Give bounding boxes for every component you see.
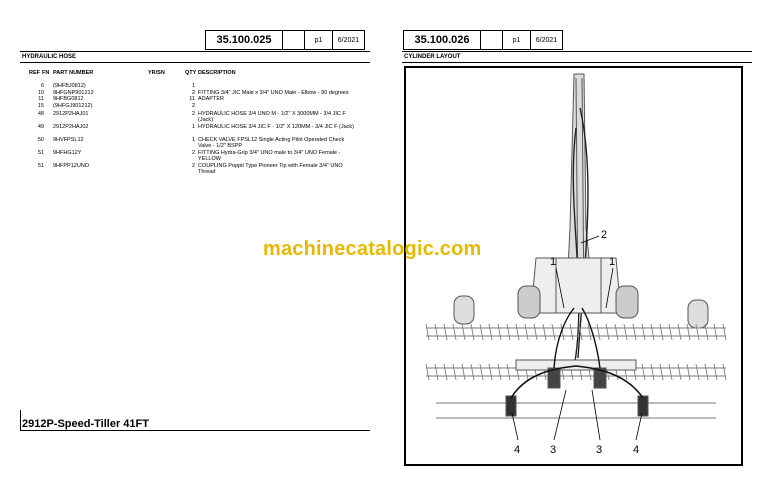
disc-blade [669,324,672,340]
disc-blade [633,324,636,340]
row-ref: 49 [37,124,44,130]
row-qty: 2 [191,89,195,96]
disc-blade [453,364,456,380]
row-description: ADAPTER [198,96,224,102]
row-qty: 1 [191,137,195,143]
main-frame-beam [516,360,636,370]
callout-3-left: 3 [550,444,557,456]
disc-blade [723,324,726,340]
disc-blade [678,364,681,380]
disc-blade [705,324,708,340]
disc-blade [714,364,717,380]
row-qty: 1 [191,83,195,89]
disc-blade [705,364,708,380]
callout-4-right: 4 [633,444,640,456]
row-ref: 6 [40,83,44,89]
row-part-number: (9HFBJ0812) [53,83,86,89]
disc-blade [534,324,537,340]
disc-blade [687,364,690,380]
disc-blade [642,324,645,340]
left-header [205,30,365,50]
row-part-number: (9HFGJ901212) [53,102,93,109]
row-description: COUPLING Poppit Type Pioneer Tip with Female 3/4" UNO Thread [198,163,343,176]
row-qty: 2 [191,150,195,156]
disc-blade [669,364,672,380]
disc-blade [543,324,546,340]
right-wing-cylinder [638,396,648,416]
disc-blade [498,324,501,340]
row-qty: 2 [191,111,195,117]
left-date: 6/2021 [337,36,360,44]
disc-blade [525,324,528,340]
footer-title: 2912P-Speed-Tiller 41FT [22,418,149,430]
disc-blade [480,324,483,340]
disc-blade [570,324,573,340]
right-blank-cell [481,31,503,49]
disc-blade [660,324,663,340]
disc-blade [651,364,654,380]
disc-blade [678,324,681,340]
row-ref: 51 [37,150,44,156]
row-description: HYDRAULIC HOSE 3/4 JIC F - 1/2" X 120MM - 3/4 JIC F (Jack) [198,124,354,130]
right-date: 6/2021 [535,36,558,44]
disc-blade [498,364,501,380]
left-header-rule [20,51,370,52]
disc-blade [489,364,492,380]
col-yrsn: YR/SN [148,70,165,76]
left-section-title: HYDRAULIC HOSE [22,54,77,60]
disc-blade [435,324,438,340]
footer-left-line [20,410,21,430]
row-description: CHECK VALVE FPSL12 Single Acting Pilot Operated Check Valve - 1/2" BSPP [198,137,345,150]
disc-blade [516,324,519,340]
col-part-number: PART NUMBER [53,70,94,76]
row-part-number: 9HFPP12UNO [53,163,90,169]
hose-run-wing [511,366,643,398]
row-part-number: 2912P2HAJ02 [53,124,89,130]
row-description: HYDRAULIC HOSE 3/4 UNO M - 1/2" X 3000MM - 3/4 JIC F (Jack) [198,111,346,124]
row-qty: 2 [191,163,195,169]
right-center-wheel [616,286,638,318]
footer-rule [20,430,370,431]
disc-blade [435,364,438,380]
callout-2: 2 [601,229,608,241]
right-page-code: 35.100.026 [404,31,481,49]
callout-1-left: 1 [550,256,557,268]
right-section-title: CYLINDER LAYOUT [404,54,461,60]
right-section-rule [402,62,752,63]
disc-blade [462,364,465,380]
left-wing-cylinder [506,396,516,416]
hitch-frame [531,258,621,313]
row-qty: 1 [191,124,195,130]
row-description: FITTING Hydra-Grip 3/4" UNO male to 3/4" UNO Female - YELLOW [198,150,341,163]
disc-blade [444,324,447,340]
watermark: machinecatalogic.com [263,238,482,260]
disc-blade [426,364,429,380]
row-ref: 48 [37,111,44,117]
disc-blade [615,324,618,340]
right-outer-wheel [688,300,708,328]
disc-blade [471,364,474,380]
col-ref: REF [29,70,40,76]
callout-4-left: 4 [514,444,521,456]
disc-blade [606,324,609,340]
disc-blade [489,324,492,340]
row-ref: 11 [38,96,44,102]
row-part-number: 9HVFPSL12 [53,137,84,143]
col-description: DESCRIPTION [198,70,236,76]
row-part-number: 9HFHG12Y [53,150,82,156]
disc-blade [687,324,690,340]
disc-blade [453,324,456,340]
row-description: FITTING 3/4" JIC Male x 3/4" UNO Male - Elbow - 90 degrees [198,89,349,96]
row-ref: 15 [37,102,44,109]
right-header-rule [402,51,752,52]
disc-blade [696,364,699,380]
left-section-rule [20,62,370,63]
disc-blade [471,324,474,340]
left-outer-wheel [454,296,474,324]
col-fn: FN [42,70,50,76]
left-page-code: 35.100.025 [206,31,283,49]
row-part-number: 9HFBG0812 [53,96,84,102]
row-part-number: 2912P2HAJ01 [53,111,89,117]
disc-blade [552,324,555,340]
row-ref: 50 [37,137,44,143]
disc-blade [597,324,600,340]
left-center-wheel [518,286,540,318]
disc-blade [651,324,654,340]
disc-blade [480,364,483,380]
row-ref: 51 [37,163,44,169]
disc-blade [723,364,726,380]
right-page-number: p1 [503,31,531,49]
row-qty: 11 [189,96,195,102]
cylinder-layout-diagram [404,66,743,466]
disc-blade [462,324,465,340]
disc-gangs [426,328,726,418]
right-header [403,30,563,50]
callout-3-right: 3 [596,444,603,456]
disc-blade [714,324,717,340]
disc-blade [624,324,627,340]
disc-blade [426,324,429,340]
disc-blade [444,364,447,380]
callout-1-right: 1 [609,256,616,268]
row-part-number: 9HFGNP901212 [53,89,94,96]
disc-blade [660,364,663,380]
row-ref: 10 [37,89,44,96]
disc-blade [642,364,645,380]
disc-blade [507,364,510,380]
col-qty: QTY [185,70,197,76]
left-page-number: p1 [305,31,333,49]
left-blank-cell [283,31,305,49]
tiller-drawing [406,68,741,464]
disc-blade [507,324,510,340]
row-qty: 2 [191,102,195,109]
